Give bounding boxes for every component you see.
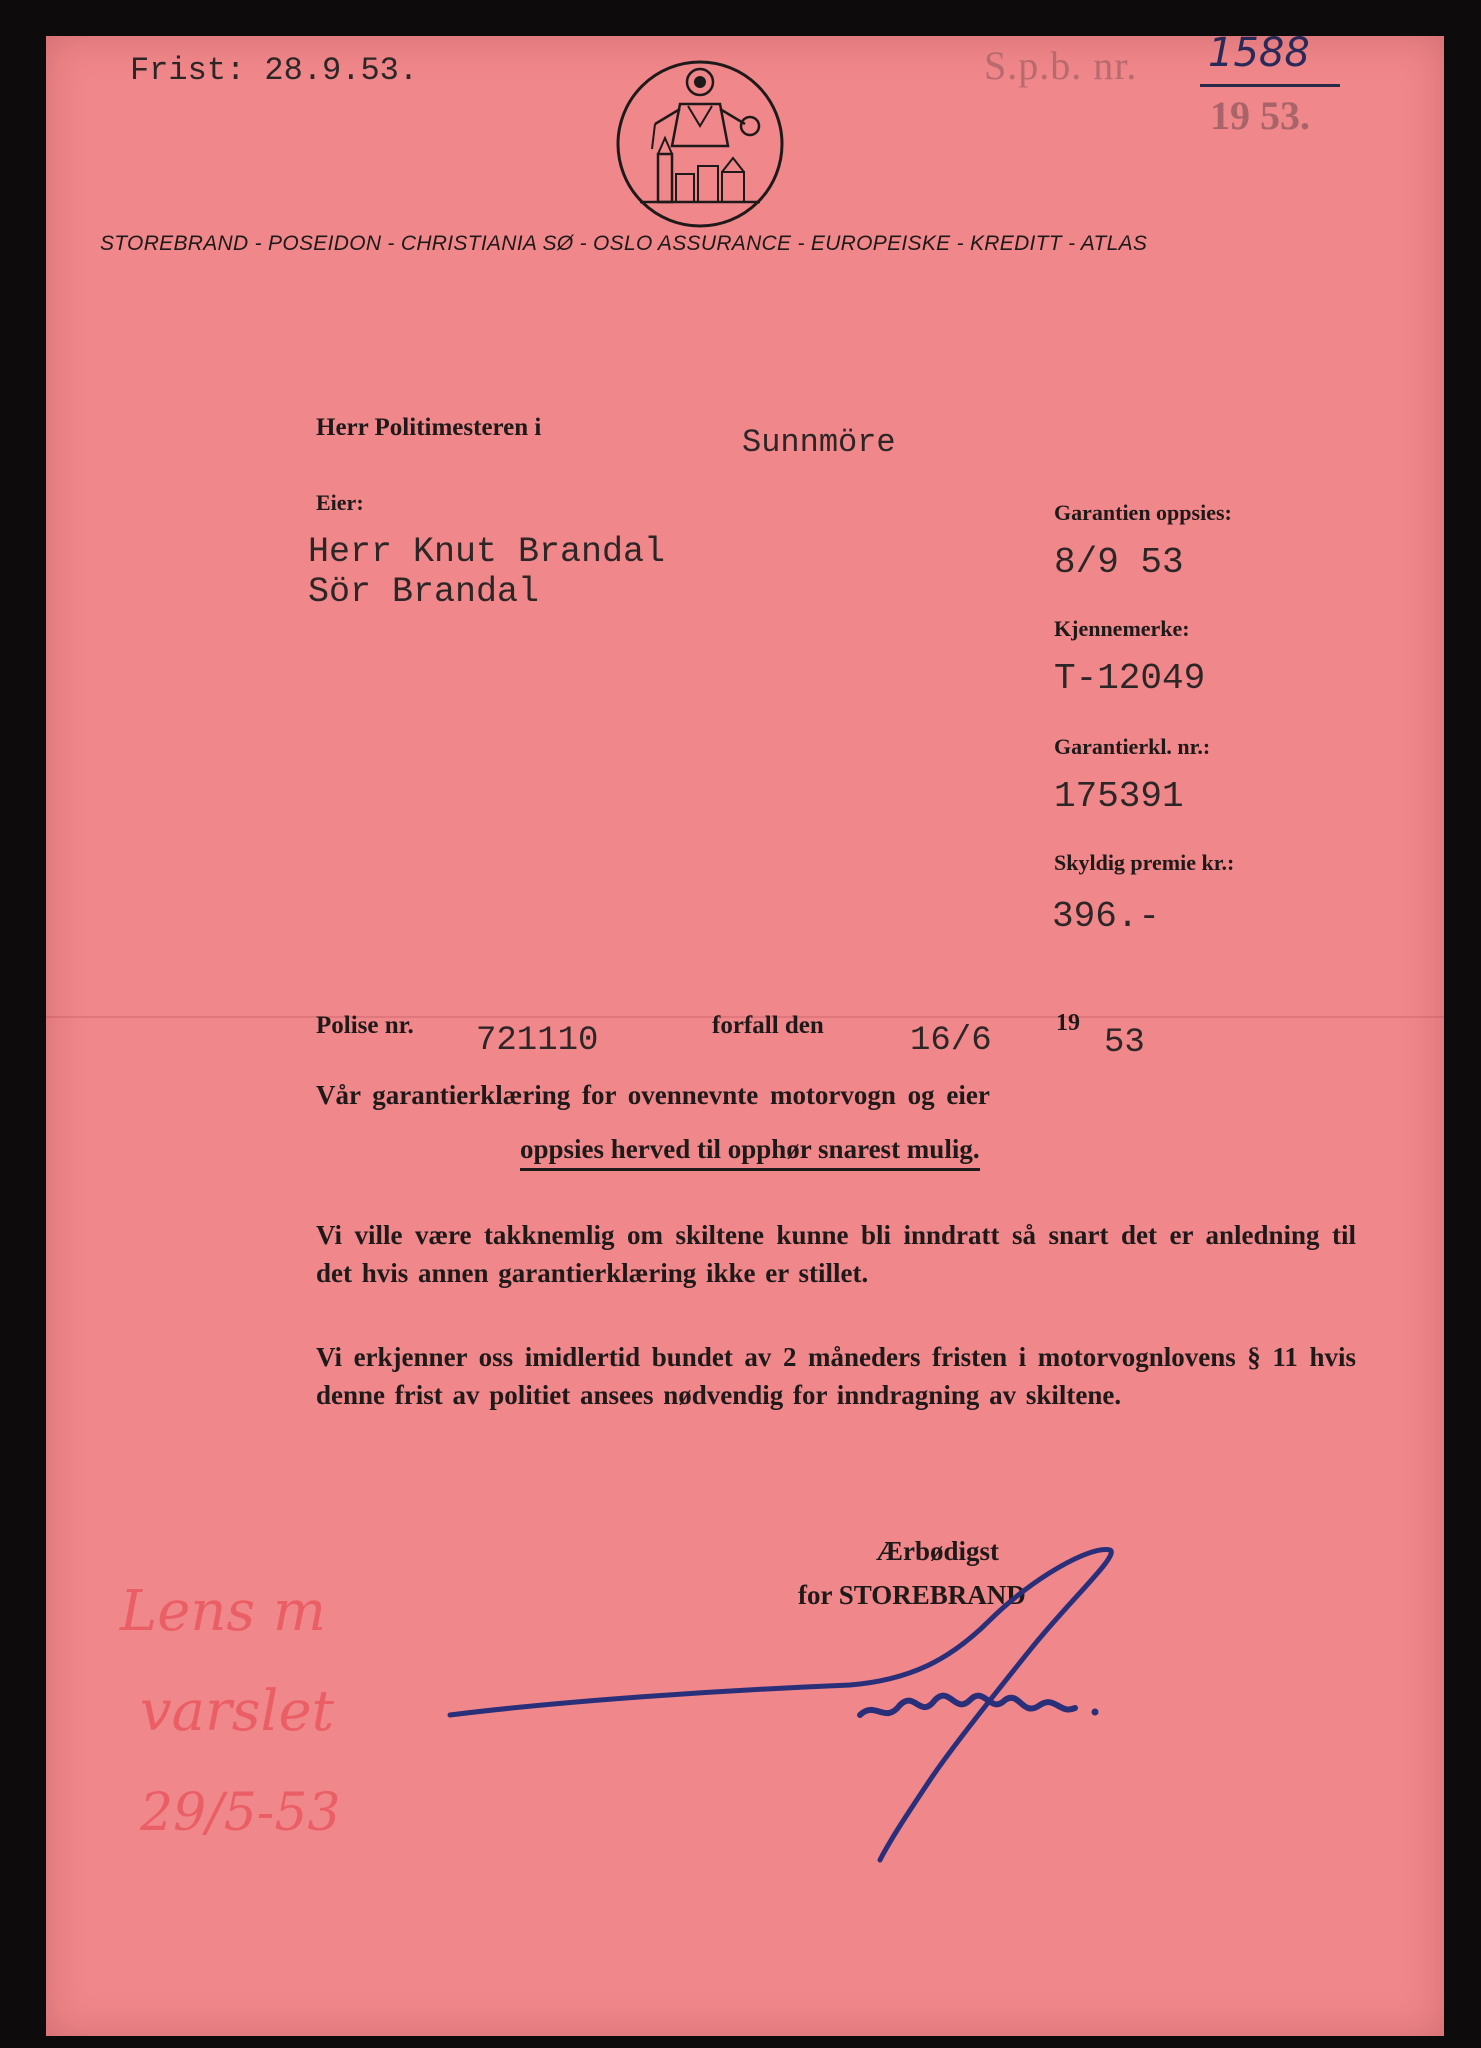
policy-number: 721110	[476, 1022, 599, 1060]
policy-label: Polise nr.	[316, 1012, 414, 1039]
spb-year: 19 53.	[1210, 93, 1310, 138]
handwritten-note	[80, 1560, 440, 1880]
body-paragraph-3: Vi erkjenner oss imidlertid bundet av 2 måneders fristen i motorvognlovens § 11 hvis denne frist av politiet ansees nødvendig for inndragning av skiltene.	[316, 1342, 1356, 1410]
forfall-label: forfall den	[712, 1012, 824, 1039]
closing-greeting: Ærbødigst	[876, 1536, 1000, 1566]
garantien-label: Garantien oppsies:	[1054, 500, 1232, 525]
company-seal-logo	[610, 54, 790, 234]
note-line-3: 29/5-53	[140, 1783, 341, 1843]
forfall-century: 19	[1056, 1010, 1080, 1036]
kjennemerke-value: T-12049	[1054, 658, 1206, 699]
garantien-value: 8/9 53	[1054, 542, 1184, 583]
kjennemerke-label: Kjennemerke:	[1054, 616, 1190, 641]
note-line-2: varslet	[140, 1679, 335, 1744]
forfall-year: 53	[1104, 1024, 1145, 1062]
owner-name: Herr Knut Brandal	[308, 532, 666, 572]
body-line1: Vår garantierklæring for ovennevnte motorvogn og eier	[316, 1080, 990, 1110]
spb-underline	[1200, 84, 1340, 87]
addressee-district: Sunnmöre	[742, 424, 896, 461]
premie-label: Skyldig premie kr.:	[1054, 850, 1235, 875]
spb-number: 1588	[1208, 30, 1310, 76]
body-paragraph-2: Vi ville være takknemlig om skiltene kunne bli inndratt så snart det er anledning til det hvis annen garantierklæring ikke er stillet.	[316, 1220, 1356, 1288]
closing-company: for STOREBRAND	[798, 1580, 1026, 1610]
signature	[430, 1540, 1230, 1870]
note-line-1: Lens m	[120, 1579, 327, 1644]
garantierkl-label: Garantierkl. nr.:	[1054, 734, 1211, 759]
company-list: STOREBRAND - POSEIDON - CHRISTIANIA SØ - OSLO ASSURANCE - EUROPEISKE - KREDITT - ATLAS	[100, 232, 1148, 255]
owner-place: Sör Brandal	[308, 572, 540, 612]
spb-label: S.p.b. nr.	[984, 43, 1138, 88]
addressee-label: Herr Politimesteren i	[316, 414, 542, 441]
body-emphasis: oppsies herved til opphør snarest mulig.	[520, 1134, 980, 1171]
deadline-stamp: Frist: 28.9.53.	[130, 52, 419, 89]
owner-label: Eier:	[316, 490, 364, 515]
garantierkl-value: 175391	[1054, 776, 1184, 817]
premie-value: 396.-	[1052, 896, 1161, 937]
forfall-date: 16/6	[910, 1022, 992, 1060]
